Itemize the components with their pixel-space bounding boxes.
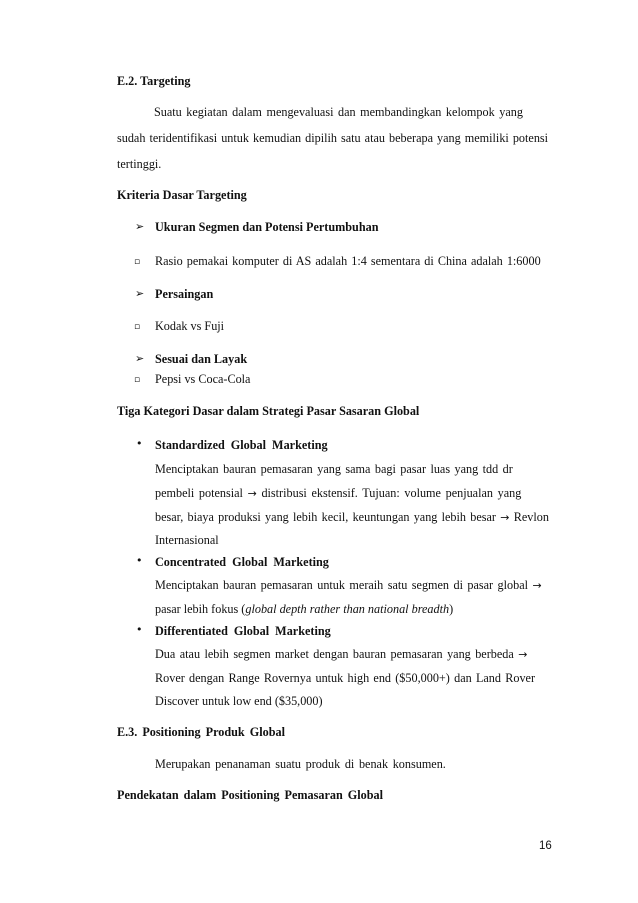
category-line	[155, 510, 549, 525]
criteria-detail: Pepsi vs Coca-Cola	[155, 372, 251, 386]
category-title: Differentiated Global Marketing	[155, 624, 331, 638]
arrow-bullet-icon: ➢	[135, 220, 145, 233]
section-heading-e3: E.3. Positioning Produk Global	[117, 725, 285, 739]
text-segment: Revlon	[513, 510, 549, 524]
arrow-bullet-icon: ➢	[135, 352, 145, 365]
category-line: Rover dengan Range Rovernya untuk high end ($50,000+) dan Land Rover	[155, 671, 536, 685]
text-segment: besar, biaya produksi yang lebih kecil, keuntungan yang lebih besar	[155, 510, 496, 524]
page-number: 16	[539, 840, 552, 852]
square-bullet-icon: ▫	[134, 257, 141, 267]
text-segment: )	[449, 602, 454, 616]
text-segment: pasar lebih fokus (	[155, 602, 246, 616]
square-bullet-icon: ▫	[134, 322, 141, 332]
paragraph-line: Suatu kegiatan dalam mengevaluasi dan membandingkan kelompok yang	[154, 105, 523, 119]
square-bullet-icon: ▫	[134, 375, 141, 385]
criteria-detail: Rasio pemakai komputer di AS adalah 1:4 sementara di China adalah 1:6000	[155, 254, 541, 268]
section-heading-kriteria: Kriteria Dasar Targeting	[117, 188, 247, 202]
text-segment: distribusi ekstensif. Tujuan: volume penjualan yang	[261, 486, 522, 500]
paragraph-line: Merupakan penanaman suatu produk di benak konsumen.	[155, 757, 446, 771]
right-arrow-icon: →	[500, 511, 510, 524]
criteria-title: Persaingan	[155, 287, 214, 301]
category-line: Menciptakan bauran pemasaran yang sama bagi pasar luas yang tdd dr	[155, 462, 513, 476]
right-arrow-icon: →	[532, 579, 542, 592]
round-bullet-icon: •	[136, 437, 143, 450]
category-line: Internasional	[155, 533, 219, 547]
category-line	[155, 647, 527, 662]
right-arrow-icon: →	[518, 648, 528, 661]
criteria-title: Ukuran Segmen dan Potensi Pertumbuhan	[155, 220, 379, 234]
criteria-detail: Kodak vs Fuji	[155, 319, 225, 333]
category-title: Concentrated Global Marketing	[155, 555, 329, 569]
round-bullet-icon: •	[136, 554, 143, 567]
round-bullet-icon: •	[136, 623, 143, 636]
arrow-bullet-icon: ➢	[135, 287, 145, 300]
text-segment: pembeli potensial	[155, 486, 243, 500]
category-line	[155, 486, 521, 501]
category-line: Discover untuk low end ($35,000)	[155, 694, 323, 708]
section-heading-pendekatan: Pendekatan dalam Positioning Pemasaran Global	[117, 788, 383, 802]
section-heading-e2: E.2. Targeting	[117, 74, 191, 88]
category-line	[155, 602, 453, 617]
text-segment: Dua atau lebih segmen market dengan bauran pemasaran yang berbeda	[155, 647, 514, 661]
paragraph-line: tertinggi.	[117, 157, 162, 171]
text-segment-italic: global depth rather than national breadth	[245, 602, 450, 616]
criteria-title: Sesuai dan Layak	[155, 352, 248, 366]
right-arrow-icon: →	[247, 487, 257, 500]
category-title: Standardized Global Marketing	[155, 438, 328, 452]
text-segment: Menciptakan bauran pemasaran untuk meraih satu segmen di pasar global	[155, 578, 529, 592]
section-heading-tiga-kategori: Tiga Kategori Dasar dalam Strategi Pasar Sasaran Global	[117, 404, 420, 418]
category-line	[155, 578, 542, 593]
paragraph-line: sudah teridentifikasi untuk kemudian dipilih satu atau beberapa yang memiliki potensi	[117, 131, 549, 145]
